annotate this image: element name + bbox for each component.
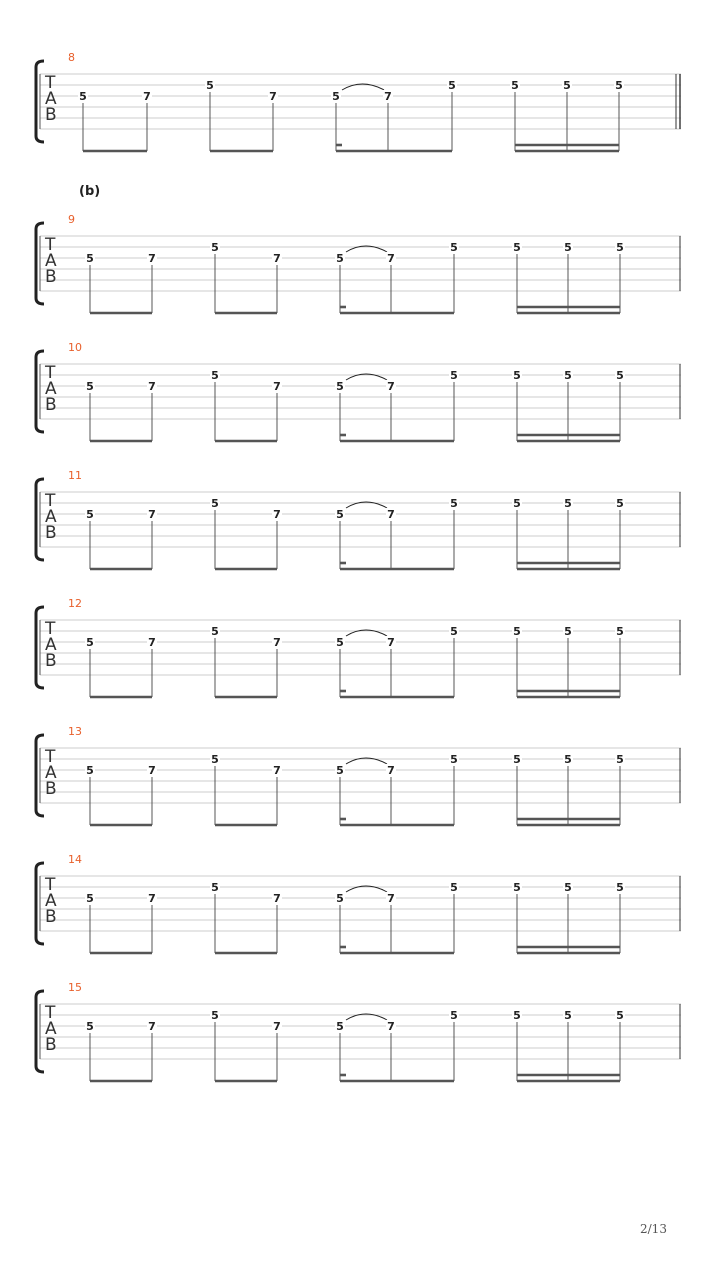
fret-number: 5 — [86, 636, 94, 649]
fret-number: 5 — [513, 625, 521, 638]
tab-clef-letter: T — [45, 235, 56, 255]
fret-number: 7 — [148, 380, 156, 393]
fret-number: 5 — [79, 90, 87, 103]
fret-number: 7 — [148, 764, 156, 777]
fret-number: 5 — [513, 497, 521, 510]
fret-number: 5 — [615, 79, 623, 92]
fret-number: 5 — [513, 1009, 521, 1022]
fret-number: 5 — [616, 1009, 624, 1022]
tab-clef-letter: B — [45, 395, 57, 415]
tab-system — [36, 725, 681, 825]
fret-number: 5 — [336, 508, 344, 521]
tab-system — [36, 597, 681, 697]
fret-number: 7 — [387, 508, 395, 521]
fret-number: 5 — [336, 636, 344, 649]
fret-number: 5 — [511, 79, 519, 92]
tab-clef-letter: T — [45, 747, 56, 767]
measure-number: 8 — [68, 51, 75, 64]
fret-number: 7 — [387, 1020, 395, 1033]
fret-number: 7 — [273, 508, 281, 521]
fret-number: 5 — [336, 252, 344, 265]
fret-number: 5 — [564, 241, 572, 254]
tab-clef-letter: B — [45, 1035, 57, 1055]
tab-clef-letter: T — [45, 363, 56, 383]
tab-clef-letter: B — [45, 523, 57, 543]
tab-clef-letter: A — [45, 891, 57, 911]
fret-number: 5 — [86, 764, 94, 777]
fret-number: 5 — [211, 497, 219, 510]
fret-number: 7 — [273, 636, 281, 649]
fret-number: 5 — [450, 369, 458, 382]
fret-number: 7 — [387, 892, 395, 905]
fret-number: 7 — [148, 892, 156, 905]
tab-clef-letter: B — [45, 105, 57, 125]
fret-number: 5 — [336, 764, 344, 777]
fret-number: 5 — [564, 881, 572, 894]
tab-clef-letter: T — [45, 491, 56, 511]
fret-number: 5 — [450, 497, 458, 510]
fret-number: 5 — [450, 241, 458, 254]
fret-number: 7 — [387, 380, 395, 393]
fret-number: 5 — [564, 625, 572, 638]
fret-number: 5 — [616, 369, 624, 382]
page-number: 2/13 — [640, 1222, 667, 1236]
fret-number: 5 — [211, 881, 219, 894]
tab-system — [36, 341, 681, 441]
fret-number: 5 — [332, 90, 340, 103]
tab-system — [36, 853, 681, 953]
fret-number: 5 — [211, 241, 219, 254]
tab-clef-letter: T — [45, 619, 56, 639]
tab-system — [36, 469, 681, 569]
tab-clef-letter: A — [45, 763, 57, 783]
measure-number: 9 — [68, 213, 75, 226]
fret-number: 5 — [513, 241, 521, 254]
fret-number: 7 — [273, 1020, 281, 1033]
fret-number: 5 — [564, 1009, 572, 1022]
fret-number: 5 — [211, 625, 219, 638]
fret-number: 5 — [450, 625, 458, 638]
tab-clef-letter: B — [45, 779, 57, 799]
tab-system — [36, 981, 681, 1081]
measure-number: 10 — [68, 341, 82, 354]
fret-number: 5 — [448, 79, 456, 92]
fret-number: 7 — [273, 764, 281, 777]
fret-number: 7 — [384, 90, 392, 103]
fret-number: 7 — [273, 380, 281, 393]
fret-number: 7 — [148, 252, 156, 265]
fret-number: 5 — [564, 497, 572, 510]
fret-number: 5 — [513, 369, 521, 382]
tab-clef-letter: A — [45, 635, 57, 655]
fret-number: 5 — [513, 881, 521, 894]
fret-number: 5 — [616, 881, 624, 894]
tab-system — [36, 213, 681, 313]
tab-clef-letter: A — [45, 507, 57, 527]
fret-number: 5 — [336, 380, 344, 393]
measure-number: 12 — [68, 597, 82, 610]
tab-clef-letter: A — [45, 251, 57, 271]
fret-number: 5 — [616, 753, 624, 766]
fret-number: 5 — [450, 753, 458, 766]
fret-number: 7 — [148, 1020, 156, 1033]
fret-number: 5 — [86, 252, 94, 265]
fret-number: 5 — [450, 1009, 458, 1022]
fret-number: 5 — [86, 892, 94, 905]
fret-number: 5 — [616, 625, 624, 638]
measure-number: 11 — [68, 469, 82, 482]
fret-number: 5 — [564, 753, 572, 766]
fret-number: 5 — [86, 1020, 94, 1033]
fret-number: 7 — [387, 636, 395, 649]
tab-clef-letter: T — [45, 875, 56, 895]
fret-number: 5 — [564, 369, 572, 382]
fret-number: 7 — [269, 90, 277, 103]
tab-clef-letter: T — [45, 73, 56, 93]
tab-clef-letter: B — [45, 907, 57, 927]
fret-number: 7 — [143, 90, 151, 103]
fret-number: 7 — [148, 508, 156, 521]
fret-number: 5 — [206, 79, 214, 92]
fret-number: 5 — [86, 380, 94, 393]
measure-number: 13 — [68, 725, 82, 738]
fret-number: 5 — [450, 881, 458, 894]
fret-number: 5 — [513, 753, 521, 766]
fret-number: 7 — [387, 252, 395, 265]
fret-number: 7 — [273, 252, 281, 265]
tab-clef-letter: T — [45, 1003, 56, 1023]
measure-number: 14 — [68, 853, 82, 866]
fret-number: 7 — [387, 764, 395, 777]
fret-number: 5 — [211, 753, 219, 766]
fret-number: 5 — [211, 369, 219, 382]
section-label: (b) — [79, 184, 101, 199]
tab-clef-letter: B — [45, 651, 57, 671]
fret-number: 5 — [211, 1009, 219, 1022]
tab-clef-letter: B — [45, 267, 57, 287]
tab-clef-letter: A — [45, 379, 57, 399]
fret-number: 5 — [336, 1020, 344, 1033]
fret-number: 5 — [616, 241, 624, 254]
fret-number: 5 — [86, 508, 94, 521]
tab-clef-letter: A — [45, 89, 57, 109]
fret-number: 5 — [336, 892, 344, 905]
measure-number: 15 — [68, 981, 82, 994]
fret-number: 5 — [616, 497, 624, 510]
fret-number: 5 — [563, 79, 571, 92]
tab-clef-letter: A — [45, 1019, 57, 1039]
tab-system — [36, 51, 681, 151]
fret-number: 7 — [273, 892, 281, 905]
fret-number: 7 — [148, 636, 156, 649]
